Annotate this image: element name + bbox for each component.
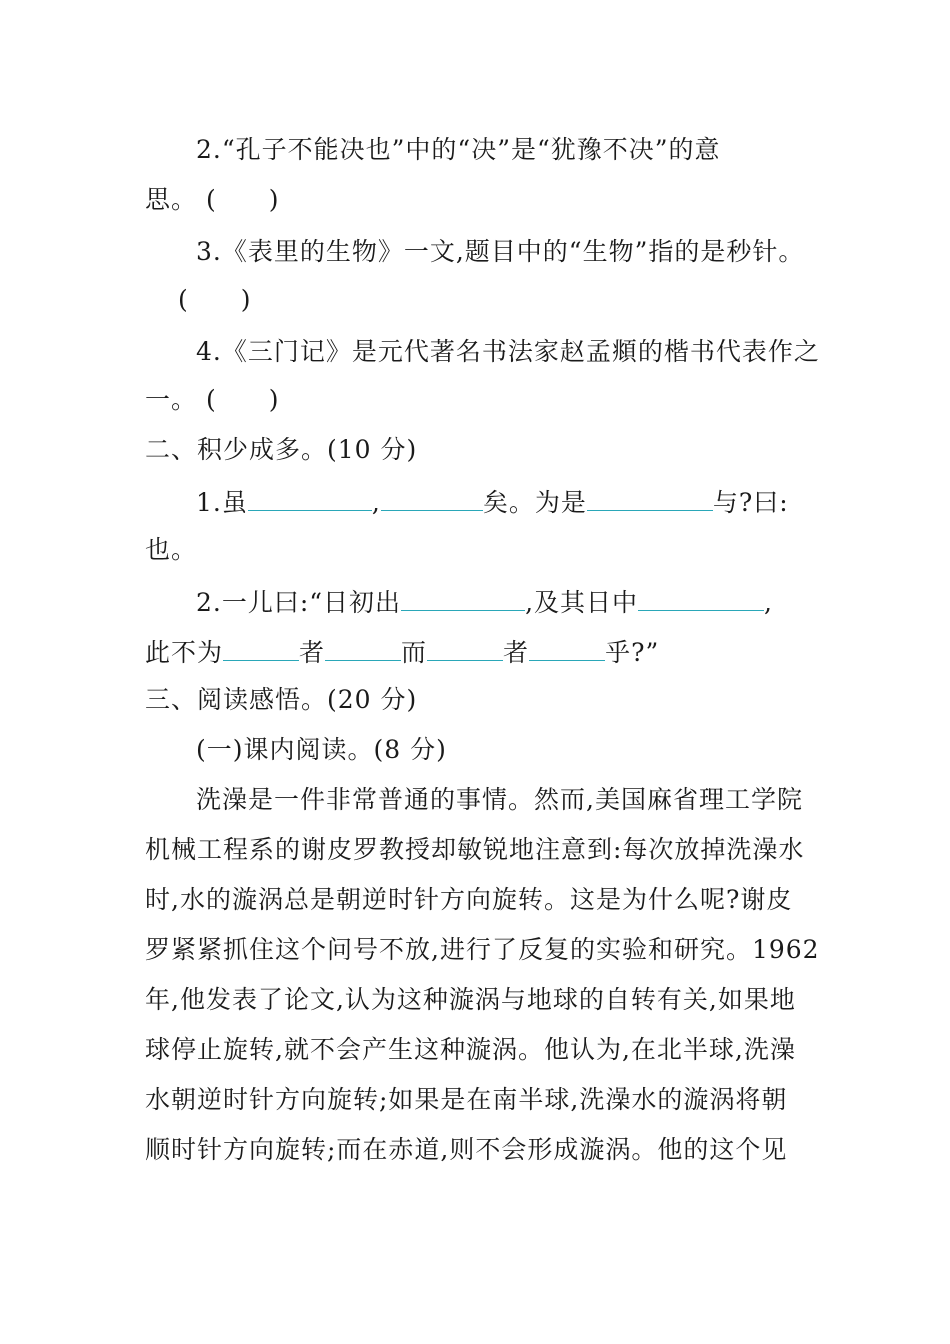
q1-blank-1[interactable] xyxy=(248,484,372,511)
q2-line2-text-1: 此不为 xyxy=(145,638,224,667)
passage-line: 水朝逆时针方向旋转;如果是在南半球,洗澡水的漩涡将朝 xyxy=(145,1085,788,1114)
section3-sub-heading: (一)课内阅读。(8 分) xyxy=(196,735,447,764)
q1-text-1: 1.虽 xyxy=(196,488,248,517)
section2-heading: 二、积少成多。(10 分) xyxy=(145,435,418,464)
passage-line: 球停止旋转,就不会产生这种漩涡。他认为,在北半球,洗澡 xyxy=(145,1035,796,1064)
q1-text-4: 与?曰: xyxy=(712,488,789,517)
q2-line2-text-5: 乎?” xyxy=(605,638,660,667)
q2-line2-blank-3[interactable] xyxy=(427,634,503,661)
q1-text-3: 矣。为是 xyxy=(482,488,587,517)
q2-line2-text-3: 而 xyxy=(401,638,428,667)
judge-q3-line1: 3.《表里的生物》一文,题目中的“生物”指的是秒针。 xyxy=(196,237,805,266)
q2-line2-text-4: 者 xyxy=(503,638,530,667)
passage-line: 洗澡是一件非常普通的事情。然而,美国麻省理工学院 xyxy=(196,785,803,814)
passage-line: 顺时针方向旋转;而在赤道,则不会形成漩涡。他的这个见 xyxy=(145,1135,788,1164)
passage-line: 年,他发表了论文,认为这种漩涡与地球的自转有关,如果地 xyxy=(145,985,796,1014)
q2-line2-blank-1[interactable] xyxy=(223,634,299,661)
judge-q2-line1: 2.“孔子不能决也”中的“决”是“犹豫不决”的意 xyxy=(196,135,721,164)
q2-line2-blank-4[interactable] xyxy=(529,634,605,661)
passage-line: 罗紧紧抓住这个问号不放,进行了反复的实验和研究。1962 xyxy=(145,935,820,964)
q2-text-1: 2.一儿曰:“日初出 xyxy=(196,588,402,617)
section2-q1-line1 xyxy=(196,484,789,519)
q2-line2-text-2: 者 xyxy=(299,638,326,667)
judge-q4-line2: 一。 ( ) xyxy=(145,385,280,414)
passage-line: 时,水的漩涡总是朝逆时针方向旋转。这是为什么呢?谢皮 xyxy=(145,885,793,914)
section3-heading: 三、阅读感悟。(20 分) xyxy=(145,685,418,714)
judge-q3-line2: ( ) xyxy=(178,285,252,314)
q1-blank-3[interactable] xyxy=(587,484,713,511)
passage-line: 机械工程系的谢皮罗教授却敏锐地注意到:每次放掉洗澡水 xyxy=(145,835,805,864)
q2-text-3: , xyxy=(764,588,773,617)
q2-text-2: ,及其日中 xyxy=(525,588,639,617)
section2-q2-line2 xyxy=(145,634,659,669)
q2-line2-blank-2[interactable] xyxy=(325,634,401,661)
section2-q2-line1 xyxy=(196,584,773,619)
q2-blank-2[interactable] xyxy=(638,584,764,611)
q1-blank-2[interactable] xyxy=(381,484,483,511)
section2-q1-line2: 也。 xyxy=(145,535,198,564)
q2-blank-1[interactable] xyxy=(401,584,525,611)
q1-text-2: , xyxy=(371,488,381,517)
judge-q4-line1: 4.《三门记》是元代著名书法家赵孟頫的楷书代表作之 xyxy=(196,337,820,366)
judge-q2-line2: 思。 ( ) xyxy=(145,185,280,214)
